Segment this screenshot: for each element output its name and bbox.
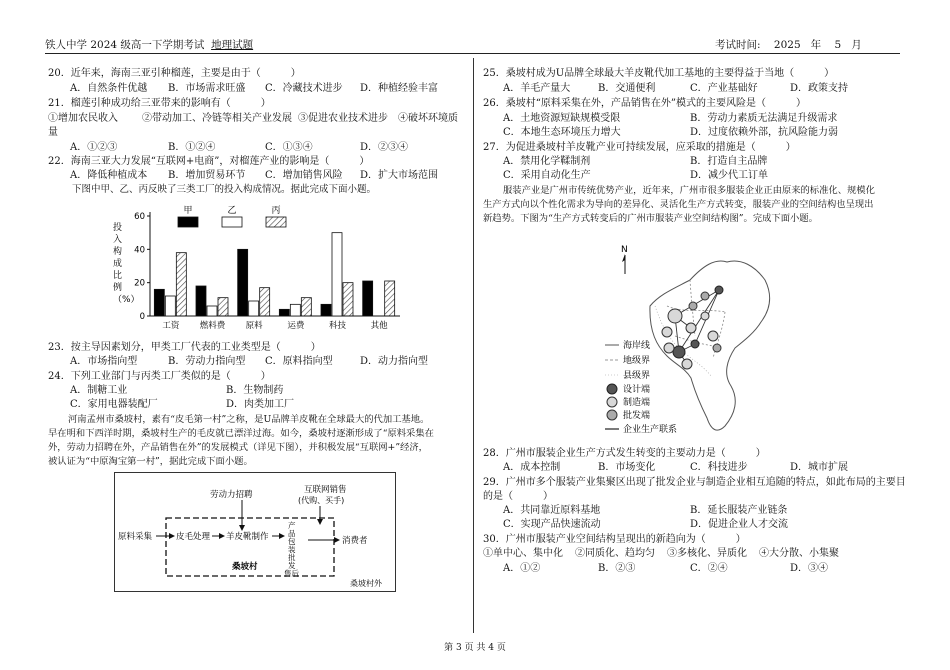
x-tick-label: 其他 bbox=[370, 321, 388, 331]
svg-text:县级界: 县级界 bbox=[623, 371, 651, 381]
svg-text:发: 发 bbox=[288, 561, 296, 570]
bar-乙-工资 bbox=[165, 296, 175, 316]
q25-option-a: A．羊毛产量大 bbox=[503, 83, 571, 94]
y-axis-label-char: 成 bbox=[113, 259, 123, 269]
q24-option-c: C．家用电器装配厂 bbox=[70, 399, 158, 410]
subject-title: 地理试题 bbox=[211, 39, 254, 51]
q22-option-c: C．增加销售风险 bbox=[265, 170, 343, 181]
svg-text:品: 品 bbox=[288, 529, 296, 538]
sangpo-mode-diagram bbox=[114, 472, 396, 592]
y-axis-label-char: 投 bbox=[113, 223, 123, 233]
svg-text:产: 产 bbox=[288, 521, 296, 530]
bar-甲-工资 bbox=[154, 289, 164, 316]
north-arrow-label: N bbox=[621, 245, 628, 255]
y-axis-label-char: （%） bbox=[113, 295, 140, 305]
q26-option-c: C．本地生态环境压力增大 bbox=[503, 127, 621, 138]
chart-intro: 下图中甲、乙、丙反映了三类工厂的投入构成情况。据此完成下面小题。 bbox=[72, 184, 377, 195]
consumer-label: 消费者 bbox=[342, 536, 368, 546]
y-tick-label: 20 bbox=[134, 278, 145, 289]
q21-option-c: C．①③④ bbox=[265, 142, 313, 153]
q30-option-c: C．②④ bbox=[690, 563, 728, 574]
bar-丙-科技 bbox=[343, 283, 353, 316]
svg-text:企业生产联系: 企业生产联系 bbox=[623, 425, 678, 435]
svg-text:批发端: 批发端 bbox=[623, 411, 651, 421]
y-axis-label-char: 入 bbox=[113, 235, 123, 245]
svg-text:售后: 售后 bbox=[284, 569, 299, 578]
bar-甲-燃料费 bbox=[196, 286, 206, 316]
bar-乙-运费 bbox=[290, 304, 300, 316]
q23-option-a: A．市场指向型 bbox=[70, 356, 138, 367]
q27-option-d: D．减少代工订单 bbox=[690, 170, 769, 181]
q28-option-b: B．市场变化 bbox=[598, 462, 656, 473]
bar-乙-原料 bbox=[249, 301, 259, 316]
internet-sales-label: 互联网销售 bbox=[304, 485, 347, 495]
legend-label-丙: 丙 bbox=[271, 206, 281, 216]
q26-option-d: D．过度依赖外部，抗风险能力弱 bbox=[690, 127, 839, 138]
y-axis-label-char: 比 bbox=[113, 271, 123, 281]
svg-text:包: 包 bbox=[288, 537, 296, 546]
q27-option-c: C．采用自动化生产 bbox=[503, 170, 591, 181]
q30-option-d: D．③④ bbox=[790, 563, 829, 574]
q20-option-b: B．市场需求旺盛 bbox=[168, 83, 246, 94]
x-tick-label: 科技 bbox=[328, 321, 347, 331]
bar-甲-其他 bbox=[363, 281, 373, 316]
exam-time: 考试时间: 2025 年 5 月 bbox=[715, 39, 862, 51]
bar-丙-运费 bbox=[301, 298, 311, 316]
school-exam-title: 铁人中学 2024 级高一下学期考试 bbox=[45, 39, 205, 51]
q24-option-a: A．制糖工业 bbox=[70, 385, 128, 396]
x-tick-label: 原料 bbox=[245, 321, 263, 331]
q21-option-a: A．①②③ bbox=[70, 142, 118, 153]
q30-option-a: A．①② bbox=[503, 563, 541, 574]
bar-丙-其他 bbox=[385, 281, 395, 316]
svg-text:设计端: 设计端 bbox=[623, 385, 651, 395]
q29-option-b: B．延长服装产业链条 bbox=[690, 505, 788, 516]
outside-village-label: 桑坡村外 bbox=[350, 579, 382, 588]
q27-option-b: B．打造自主品牌 bbox=[690, 156, 768, 167]
labor-recruit-label: 劳动力招聘 bbox=[210, 490, 253, 500]
exam-year: 2025 bbox=[773, 39, 801, 51]
raw-collect-label: 原料采集 bbox=[118, 532, 153, 542]
q21-option-d: D．②③④ bbox=[360, 142, 409, 153]
q23-option-b: B．劳动力指向型 bbox=[168, 356, 246, 367]
exam-header bbox=[45, 38, 253, 52]
bar-丙-工资 bbox=[176, 253, 186, 316]
svg-text:批: 批 bbox=[288, 553, 296, 562]
q25-option-b: B．交通便利 bbox=[598, 83, 656, 94]
input-composition-bar-chart bbox=[110, 204, 410, 334]
legend-swatch-丙 bbox=[266, 217, 286, 227]
exam-month: 5 bbox=[834, 39, 842, 51]
legend-label-乙: 乙 bbox=[227, 206, 237, 216]
svg-text:海岸线: 海岸线 bbox=[623, 341, 651, 351]
q20-option-a: A．自然条件优越 bbox=[70, 83, 148, 94]
q20-option-c: C．冷藏技术进步 bbox=[265, 83, 343, 94]
guangzhou-clothing-map bbox=[595, 236, 795, 441]
q23-option-c: C．原料指向型 bbox=[265, 356, 333, 367]
q24-option-d: D．肉类加工厂 bbox=[226, 399, 295, 410]
q22-option-b: B．增加贸易环节 bbox=[168, 170, 246, 181]
q29-option-d: D．促进企业人才交流 bbox=[690, 519, 789, 530]
svg-text:地级界: 地级界 bbox=[623, 356, 651, 366]
y-tick-label: 0 bbox=[139, 312, 145, 322]
y-axis-label-char: 构 bbox=[113, 247, 123, 257]
page-footer: 第 3 页 共 4 页 bbox=[444, 643, 506, 653]
legend-swatch-甲 bbox=[178, 217, 198, 227]
bar-甲-科技 bbox=[321, 304, 331, 316]
bar-丙-燃料费 bbox=[218, 298, 228, 316]
fur-process-label: 皮毛处理 bbox=[176, 532, 211, 542]
q23-option-d: D．动力指向型 bbox=[360, 356, 429, 367]
q28-option-d: D．城市扩展 bbox=[790, 462, 849, 473]
manufacture-end-nodes bbox=[662, 309, 718, 369]
bar-乙-燃料费 bbox=[207, 306, 217, 316]
q28-option-a: A．成本控制 bbox=[503, 462, 561, 473]
x-tick-label: 运费 bbox=[287, 321, 305, 331]
pack-wholesale-label bbox=[284, 520, 299, 578]
y-axis-label-char: 例 bbox=[113, 283, 123, 293]
bar-乙-科技 bbox=[332, 233, 342, 316]
internet-sales-sub: (代购、买手) bbox=[298, 496, 345, 505]
legend-label-甲: 甲 bbox=[183, 206, 193, 216]
q30-option-b: B．②③ bbox=[598, 563, 636, 574]
x-tick-label: 燃料费 bbox=[199, 321, 226, 331]
village-label: 桑坡村 bbox=[232, 562, 258, 572]
q22-option-d: D．扩大市场范围 bbox=[360, 170, 439, 181]
y-tick-label: 40 bbox=[134, 245, 145, 256]
bar-丙-原料 bbox=[260, 288, 270, 316]
q29-option-a: A．共同靠近原料基地 bbox=[503, 505, 601, 516]
boot-making-label: 羊皮靴制作 bbox=[226, 532, 269, 542]
column-divider bbox=[473, 58, 474, 633]
q21-option-b: B．①②④ bbox=[168, 142, 216, 153]
legend-swatch-乙 bbox=[222, 217, 242, 227]
q25-option-d: D．政策支持 bbox=[790, 83, 849, 94]
q28-option-c: C．科技进步 bbox=[690, 462, 748, 473]
header-rule bbox=[45, 53, 900, 54]
x-tick-label: 工资 bbox=[162, 321, 180, 331]
q22-option-a: A．降低种植成本 bbox=[70, 170, 148, 181]
q25-option-c: C．产业基础好 bbox=[690, 83, 758, 94]
q29-option-c: C．实现产品快速流动 bbox=[503, 519, 601, 530]
q26-option-b: B．劳动力素质无法满足升级需求 bbox=[690, 113, 838, 124]
svg-text:装: 装 bbox=[288, 545, 296, 554]
bar-甲-运费 bbox=[279, 309, 289, 316]
q24-option-b: B．生物制药 bbox=[226, 385, 284, 396]
q26-option-a: A．土地资源短缺规模受限 bbox=[503, 113, 621, 124]
map-legend bbox=[605, 339, 677, 435]
q27-option-a: A．禁用化学鞣制剂 bbox=[503, 156, 591, 167]
svg-text:制造端: 制造端 bbox=[623, 398, 651, 408]
y-tick-label: 60 bbox=[134, 212, 145, 222]
q20-option-d: D．种植经验丰富 bbox=[360, 83, 439, 94]
bar-甲-原料 bbox=[238, 249, 248, 316]
